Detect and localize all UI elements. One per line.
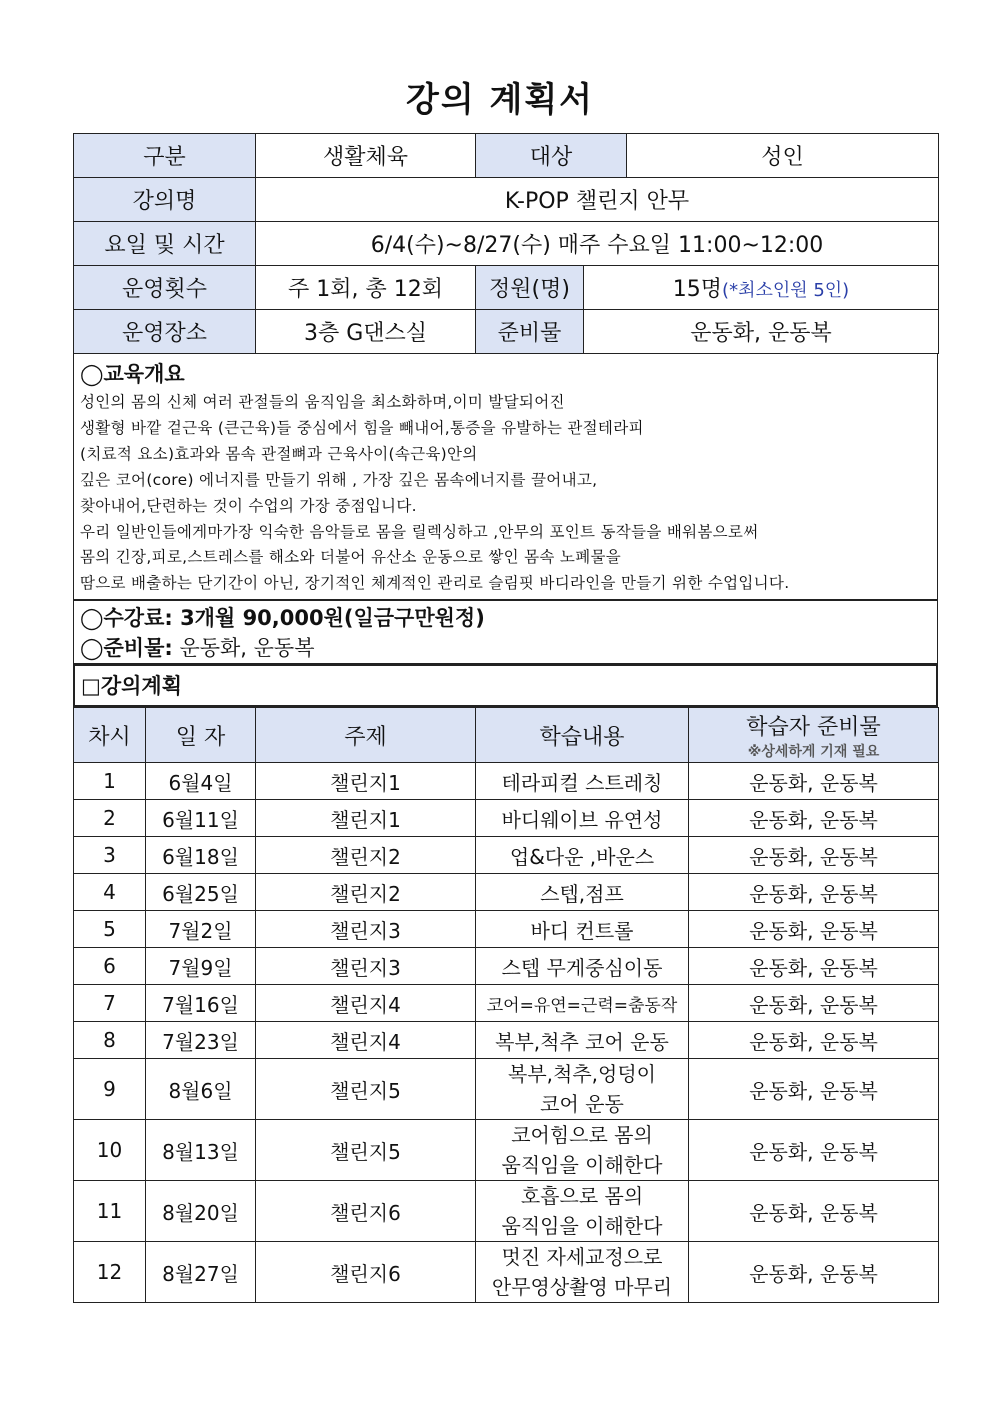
overview-text [74, 384, 937, 599]
overview-line: 성인의 몸의 신체 여러 관절들의 움직임을 최소화하며,이미 발달되어진 [80, 393, 565, 411]
session-topic: 챌린지1 [256, 763, 476, 800]
capacity-value: 15명 [672, 277, 723, 302]
category-label: 구분 [74, 134, 256, 178]
header-topic: 주제 [256, 708, 476, 763]
session-content-line: 멋진 자세교정으로 [501, 1245, 663, 1269]
session-content: 코어=유연=근력=춤동작 [476, 985, 689, 1022]
session-supplies: 운동화, 운동복 [689, 1022, 939, 1059]
session-no: 1 [74, 763, 146, 800]
session-content [476, 1181, 689, 1242]
session-no: 6 [74, 948, 146, 985]
session-content-line: 복부,척추,엉덩이 [508, 1062, 656, 1086]
table-row [74, 1181, 939, 1242]
supplies-value: 운동화, 운동복 [584, 310, 939, 354]
session-content-line: 호흡으로 몸의 [520, 1184, 644, 1208]
target-label: 대상 [476, 134, 627, 178]
session-no: 8 [74, 1022, 146, 1059]
session-no: 5 [74, 911, 146, 948]
session-date: 8월13일 [146, 1120, 256, 1181]
venue-value: 3층 G댄스실 [256, 310, 476, 354]
session-content: 스텝,점프 [476, 874, 689, 911]
session-supplies: 운동화, 운동복 [689, 948, 939, 985]
overview-line: 생활형 바깥 겉근육 (큰근육)들 중심에서 힘을 빼내어,통증을 유발하는 관절테라피 [80, 418, 644, 437]
schedule-label: 요일 및 시간 [74, 222, 256, 266]
header-content: 학습내용 [476, 708, 689, 763]
table-row [74, 1022, 939, 1059]
session-no: 3 [74, 837, 146, 874]
session-supplies: 운동화, 운동복 [689, 1120, 939, 1181]
table-row [74, 1242, 939, 1303]
supplies-label: 준비물 [476, 310, 584, 354]
session-topic: 챌린지6 [256, 1181, 476, 1242]
session-date: 6월25일 [146, 874, 256, 911]
session-topic: 챌린지4 [256, 985, 476, 1022]
target-value: 성인 [627, 134, 939, 178]
table-row [74, 837, 939, 874]
session-no: 4 [74, 874, 146, 911]
session-supplies: 운동화, 운동복 [689, 837, 939, 874]
session-content [476, 1242, 689, 1303]
prep-text [80, 633, 931, 663]
session-date: 6월11일 [146, 800, 256, 837]
session-content: 스텝 무게중심이동 [476, 948, 689, 985]
session-topic: 챌린지5 [256, 1059, 476, 1120]
overview-title: ◯교육개요 [80, 362, 185, 386]
header-supplies-label: 학습자 준비물 [746, 714, 881, 740]
schedule-value: 6/4(수)~8/27(수) 매주 수요일 11:00~12:00 [256, 222, 939, 266]
session-date: 7월16일 [146, 985, 256, 1022]
document-frame [73, 133, 938, 1303]
table-row [74, 911, 939, 948]
table-row [74, 763, 939, 800]
session-supplies: 운동화, 운동복 [689, 985, 939, 1022]
plan-title: □강의계획 [73, 664, 938, 707]
session-topic: 챌린지2 [256, 837, 476, 874]
capacity-label: 정원(명) [476, 266, 584, 310]
header-supplies-note: ※상세하게 기재 필요 [747, 743, 880, 760]
session-date: 8월6일 [146, 1059, 256, 1120]
fee-text: ◯수강료: 3개월 90,000원(일금구만원정) [80, 606, 485, 630]
header-date: 일 자 [146, 708, 256, 763]
session-content: 복부,척추 코어 운동 [476, 1022, 689, 1059]
session-topic: 챌린지6 [256, 1242, 476, 1303]
session-content-line: 코어힘으로 몸의 [511, 1123, 653, 1147]
session-content-line: 움직임을 이해한다 [501, 1214, 663, 1238]
session-date: 8월27일 [146, 1242, 256, 1303]
overview-line: 우리 일반인들에게마가장 익숙한 음악들로 몸을 릴렉싱하고 ,안무의 포인트 동작들을 배워봄으로써 [80, 522, 759, 541]
session-topic: 챌린지3 [256, 948, 476, 985]
session-no: 2 [74, 800, 146, 837]
session-no: 7 [74, 985, 146, 1022]
session-topic: 챌린지1 [256, 800, 476, 837]
session-content: 업&다운 ,바운스 [476, 837, 689, 874]
session-no: 9 [74, 1059, 146, 1120]
overview-section [73, 354, 938, 600]
session-content: 테라피컬 스트레칭 [476, 763, 689, 800]
session-supplies: 운동화, 운동복 [689, 1181, 939, 1242]
session-content-line: 안무영상촬영 마무리 [491, 1275, 673, 1299]
prep-value: 운동화, 운동복 [172, 636, 315, 660]
session-no: 10 [74, 1120, 146, 1181]
table-row [74, 800, 939, 837]
session-supplies: 운동화, 운동복 [689, 911, 939, 948]
overview-line: 깊은 코어(core) 에너지를 만들기 위해 , 가장 깊은 몸속에너지를 끌어내고, [80, 470, 598, 489]
course-info-table [73, 133, 939, 354]
session-supplies: 운동화, 운동복 [689, 800, 939, 837]
table-row [74, 948, 939, 985]
venue-label: 운영장소 [74, 310, 256, 354]
session-date: 7월23일 [146, 1022, 256, 1059]
table-row [74, 1120, 939, 1181]
session-topic: 챌린지5 [256, 1120, 476, 1181]
overview-line: 땀으로 배출하는 단기간이 아닌, 장기적인 체계적인 관리로 슬림핏 바디라인을 만들기 위한 수업입니다. [80, 574, 790, 593]
session-date: 8월20일 [146, 1181, 256, 1242]
session-date: 7월2일 [146, 911, 256, 948]
course-name-label: 강의명 [74, 178, 256, 222]
page-title: 강의 계획서 [405, 80, 595, 120]
session-supplies: 운동화, 운동복 [689, 1242, 939, 1303]
session-content: 바디 컨트롤 [476, 911, 689, 948]
session-no: 11 [74, 1181, 146, 1242]
fee-section [73, 600, 938, 664]
capacity-cell [584, 266, 939, 310]
sessions-label: 운영횟수 [74, 266, 256, 310]
session-content: 바디웨이브 유연성 [476, 800, 689, 837]
header-supplies [689, 708, 939, 763]
session-date: 6월4일 [146, 763, 256, 800]
table-row [74, 985, 939, 1022]
session-supplies: 운동화, 운동복 [689, 763, 939, 800]
session-content-line: 코어 운동 [540, 1092, 624, 1116]
session-supplies: 운동화, 운동복 [689, 874, 939, 911]
session-content-line: 움직임을 이해한다 [501, 1153, 663, 1177]
session-content [476, 1120, 689, 1181]
header-session: 차시 [74, 708, 146, 763]
session-content [476, 1059, 689, 1120]
prep-label: ◯준비물: [80, 636, 173, 660]
session-supplies: 운동화, 운동복 [689, 1059, 939, 1120]
table-row [74, 1059, 939, 1120]
session-date: 6월18일 [146, 837, 256, 874]
sessions-value: 주 1회, 총 12회 [256, 266, 476, 310]
plan-table [73, 707, 939, 1303]
session-topic: 챌린지3 [256, 911, 476, 948]
overview-line: 찾아내어,단련하는 것이 수업의 가장 중점입니다. [80, 496, 417, 515]
session-date: 7월9일 [146, 948, 256, 985]
table-row [74, 874, 939, 911]
overview-line: 몸의 긴장,피로,스트레스를 해소와 더불어 유산소 운동으로 쌓인 몸속 노폐물을 [80, 548, 622, 567]
session-topic: 챌린지4 [256, 1022, 476, 1059]
session-no: 12 [74, 1242, 146, 1303]
category-value: 생활체육 [256, 134, 476, 178]
session-topic: 챌린지2 [256, 874, 476, 911]
course-name-value: K-POP 챌린지 안무 [256, 178, 939, 222]
overview-line: (치료적 요소)효과와 몸속 관절뼈과 근육사이(속근육)안의 [80, 444, 478, 463]
capacity-note: (*최소인원 5인) [722, 280, 850, 301]
